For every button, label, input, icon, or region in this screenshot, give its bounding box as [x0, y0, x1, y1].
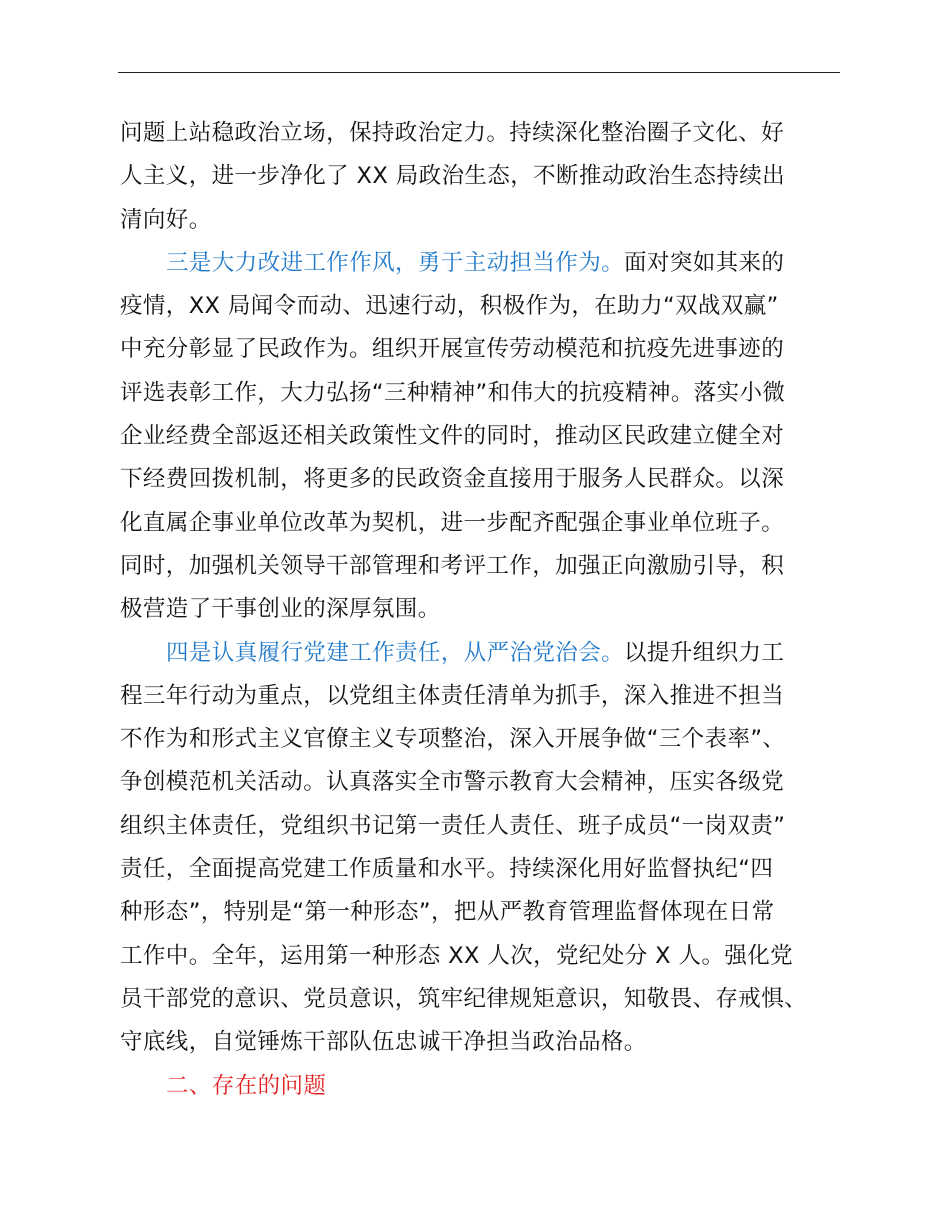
body-line	[120, 848, 850, 891]
body-line	[120, 155, 850, 198]
line-text: 工作中。全年，运用第一种形态 XX 人次，党纪处分 X 人。强化党	[120, 942, 794, 969]
body-line	[120, 718, 850, 761]
body-line	[120, 891, 850, 934]
line-text: 种形态”，特别是“第一种形态”，把从严教育管理监督体现在日常	[120, 899, 775, 926]
body-line	[120, 978, 850, 1021]
line-text: 员干部党的意识、党员意识，筑牢纪律规矩意识，知敬畏、存戒惧、	[120, 985, 808, 1012]
line-text: 问题上站稳政治立场，保持政治定力。持续深化整治圈子文化、好	[120, 120, 785, 146]
line-text: 同时，加强机关领导干部管理和考评工作，加强正向激励引导，积	[120, 552, 785, 579]
header-rule	[118, 72, 840, 73]
body-text	[120, 112, 850, 1108]
paragraph-lead-heading: 三是大力改进工作作风，勇于主动担当作为。	[166, 249, 625, 276]
line-text: 疫情，XX 局闻令而动、迅速行动，积极作为，在助力“双战双赢”	[120, 293, 779, 320]
body-line	[120, 415, 850, 458]
body-line	[120, 502, 850, 545]
body-line	[120, 1021, 850, 1064]
line-text: 下经费回拨机制，将更多的民政资金直接用于服务人民群众。以深	[120, 466, 785, 493]
line-text: 中充分彰显了民政作为。组织开展宣传劳动模范和抗疫先进事迹的	[120, 336, 785, 363]
body-line	[120, 675, 850, 718]
body-line	[120, 328, 850, 371]
line-text: 守底线，自觉锤炼干部队伍忠诚干净担当政治品格。	[120, 1029, 647, 1056]
body-line	[120, 112, 850, 155]
body-line	[120, 199, 850, 242]
body-line	[120, 805, 850, 848]
paragraph-four-lead-line	[120, 632, 850, 675]
body-line	[120, 285, 850, 328]
body-line	[120, 935, 850, 978]
paragraph-lead-heading: 四是认真履行党建工作责任，从严治党治会。	[166, 639, 625, 666]
body-line	[120, 458, 850, 501]
line-text: 争创模范机关活动。认真落实全市警示教育大会精神，压实各级党	[120, 769, 785, 796]
line-text: 企业经费全部返还相关政策性文件的同时，推动区民政建立健全对	[120, 423, 785, 450]
body-line	[120, 761, 850, 804]
section-heading-line	[120, 1065, 850, 1108]
line-text: 化直属企事业单位改革为契机，进一步配齐配强企事业单位班子。	[120, 509, 785, 536]
line-text: 极营造了干事创业的深厚氛围。	[120, 596, 441, 623]
section-heading: 二、存在的问题	[166, 1072, 327, 1099]
body-line	[120, 372, 850, 415]
paragraph-three-lead-line	[120, 242, 850, 285]
line-text: 面对突如其来的	[624, 249, 785, 276]
line-text: 责任，全面提高党建工作质量和水平。持续深化用好监督执纪“四	[120, 856, 774, 883]
line-text: 人主义，进一步净化了 XX 局政治生态，不断推动政治生态持续出	[120, 163, 786, 190]
line-text: 程三年行动为重点，以党组主体责任清单为抓手，深入推进不担当	[120, 682, 785, 709]
line-text: 清向好。	[120, 206, 212, 233]
line-text: 以提升组织力工	[624, 639, 785, 666]
body-line	[120, 588, 850, 631]
line-text: 评选表彰工作，大力弘扬“三种精神”和伟大的抗疫精神。落实小微	[120, 379, 786, 406]
body-line	[120, 545, 850, 588]
line-text: 不作为和形式主义官僚主义专项整治，深入开展争做“三个表率”、	[120, 726, 786, 753]
line-text: 组织主体责任，党组织书记第一责任人责任、班子成员“一岗双责”	[120, 812, 786, 839]
